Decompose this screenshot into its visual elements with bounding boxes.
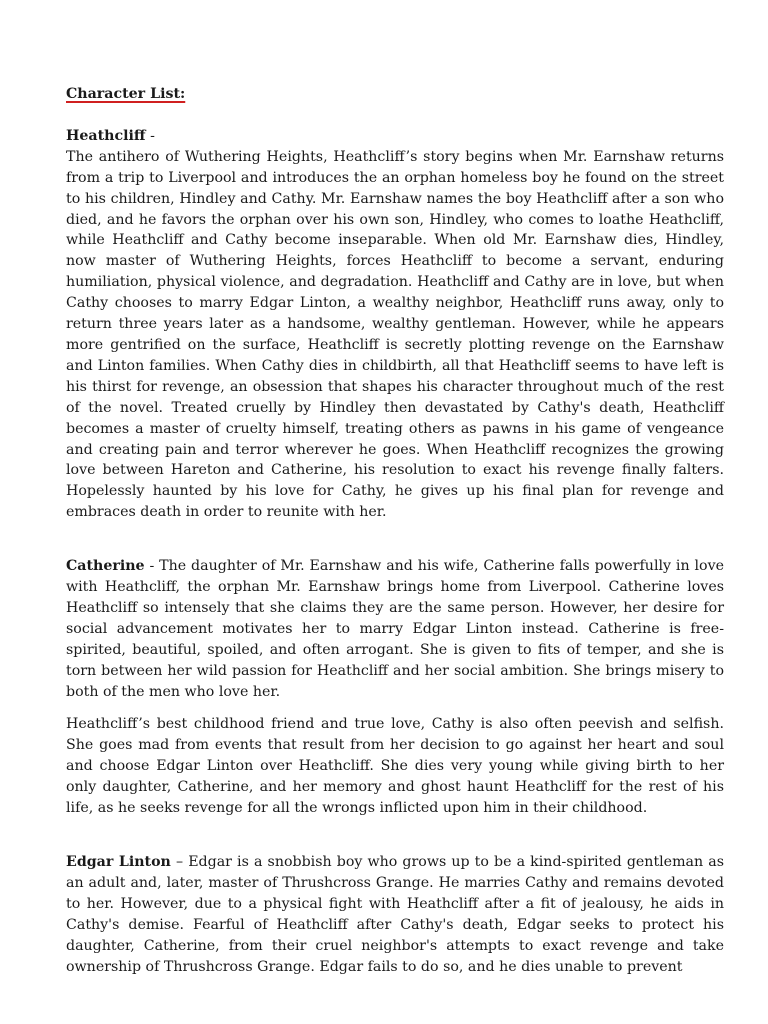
character-description-catherine — [66, 556, 724, 702]
character-separator-heathcliff: - — [145, 127, 155, 144]
character-name-edgar: Edgar Linton — [66, 854, 171, 870]
character-description-catherine-continued: Heathcliff’s best childhood friend and true love, Cathy is also often peevish and selfish. She goes mad from events that result from her decision to go against her heart and soul and choose Edgar Linton over Heathcliff. She dies very young while giving birth to her only daughter, Catherine, and her memory and ghost haunt Heathcliff for the rest of his life, as he seeks revenge for all the wrongs inflicted upon him in their childhood. — [66, 716, 724, 817]
character-entry-catherine — [66, 556, 724, 819]
character-text-edgar: Edgar is a snobbish boy who grows up to be a kind-spirited gentleman as an adult and, later, master of Thrushcross Grange. He marries Cathy and remains devoted to her. However, due to a physical fight with Heathcliff after a fit of jealousy, he aids in Cathy's demise. Fearful of Heathcliff after Cathy's death, Edgar seeks to protect his daughter, Catherine, from their cruel neighbor's attempts to exact revenge and take ownership of Thrushcross Grange. Edgar fails to do so, and he dies unable to prevent — [66, 854, 724, 975]
character-entry-heathcliff — [66, 126, 724, 523]
character-separator-edgar: – — [170, 854, 189, 870]
character-separator-catherine: - — [144, 558, 160, 575]
section-gap — [66, 819, 724, 852]
paragraph-gap — [66, 702, 724, 714]
character-name-heathcliff: Heathcliff — [66, 127, 146, 144]
page-title: Character List: — [66, 86, 186, 102]
document-page — [66, 84, 724, 977]
character-name-catherine: Catherine — [66, 558, 145, 575]
character-text-catherine: The daughter of Mr. Earnshaw and his wife, Catherine falls powerfully in love with Heathcliff, the orphan Mr. Earnshaw brings home from Liverpool. Catherine loves Heathcliff so intensely that she claims they are the same person. However, her desire for social advancement motivates her to marry Edgar Linton instead. Catherine is free-spirited, beautiful, spoiled, and often arrogant. She is given to fits of temper, and she is torn between her wild passion for Heathcliff and her social ambition. She brings misery to both of the men who love her. — [66, 558, 724, 700]
character-entry-edgar — [66, 852, 724, 977]
section-gap — [66, 523, 724, 556]
character-description-edgar — [66, 852, 724, 977]
character-heading-heathcliff — [66, 126, 724, 147]
character-description-heathcliff: The antihero of Wuthering Heights, Heathcliff’s story begins when Mr. Earnshaw returns from a trip to Liverpool and introduces the an orphan homeless boy he found on the street to his children, Hindley and Cathy. Mr. Earnshaw names the boy Heathcliff after a son who died, and he favors the orphan over his own son, Hindley, who comes to loathe Heathcliff, while Heathcliff and Cathy become inseparable. When old Mr. Earnshaw dies, Hindley, now master of Wuthering Heights, forces Heathcliff to become a servant, enduring humiliation, physical violence, and degradation. Heathcliff and Cathy are in love, but when Cathy chooses to marry Edgar Linton, a wealthy neighbor, Heathcliff runs away, only to return three years later as a handsome, wealthy gentleman. However, while he appears more gentrified on the surface, Heathcliff is secretly plotting revenge on the Earnshaw and Linton families. When Cathy dies in childbirth, all that Heathcliff seems to have left is his thirst for revenge, an obsession that shapes his character throughout much of the rest of the novel. Treated cruelly by Hindley then devastated by Cathy's death, Heathcliff becomes a master of cruelty himself, treating others as pawns in his game of vengeance and creating pain and terror wherever he goes. When Heathcliff recognizes the growing love between Hareton and Catherine, his resolution to exact his revenge finally falters. Hopelessly haunted by his love for Cathy, he gives up his final plan for revenge and embraces death in order to reunite with her. — [66, 148, 724, 521]
